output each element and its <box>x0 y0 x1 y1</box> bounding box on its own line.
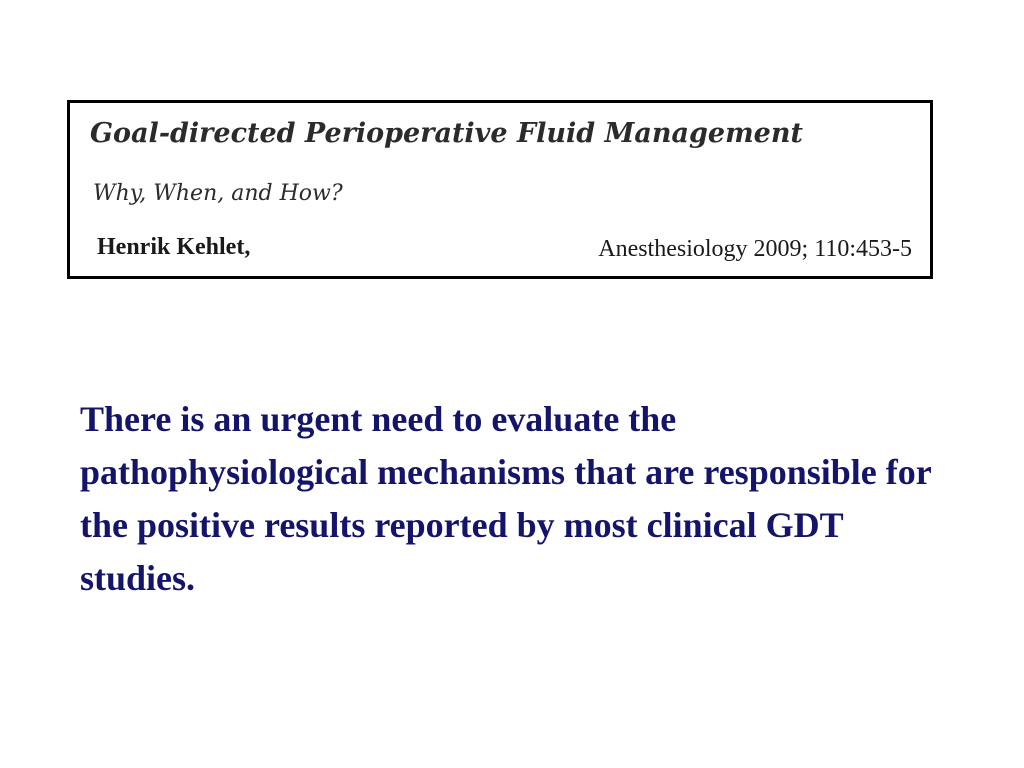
paper-journal-reference: Anesthesiology 2009; 110:453-5 <box>598 236 912 262</box>
paper-title: Goal-directed Perioperative Fluid Management <box>90 118 803 149</box>
citation-box <box>67 100 933 279</box>
statement-text: There is an urgent need to evaluate the pathophysiological mechanisms that are responsible for the positive results reported by most clinical GDT studies. <box>80 399 932 598</box>
paper-author: Henrik Kehlet, <box>97 234 251 260</box>
paper-subtitle: Why, When, and How? <box>93 181 343 206</box>
